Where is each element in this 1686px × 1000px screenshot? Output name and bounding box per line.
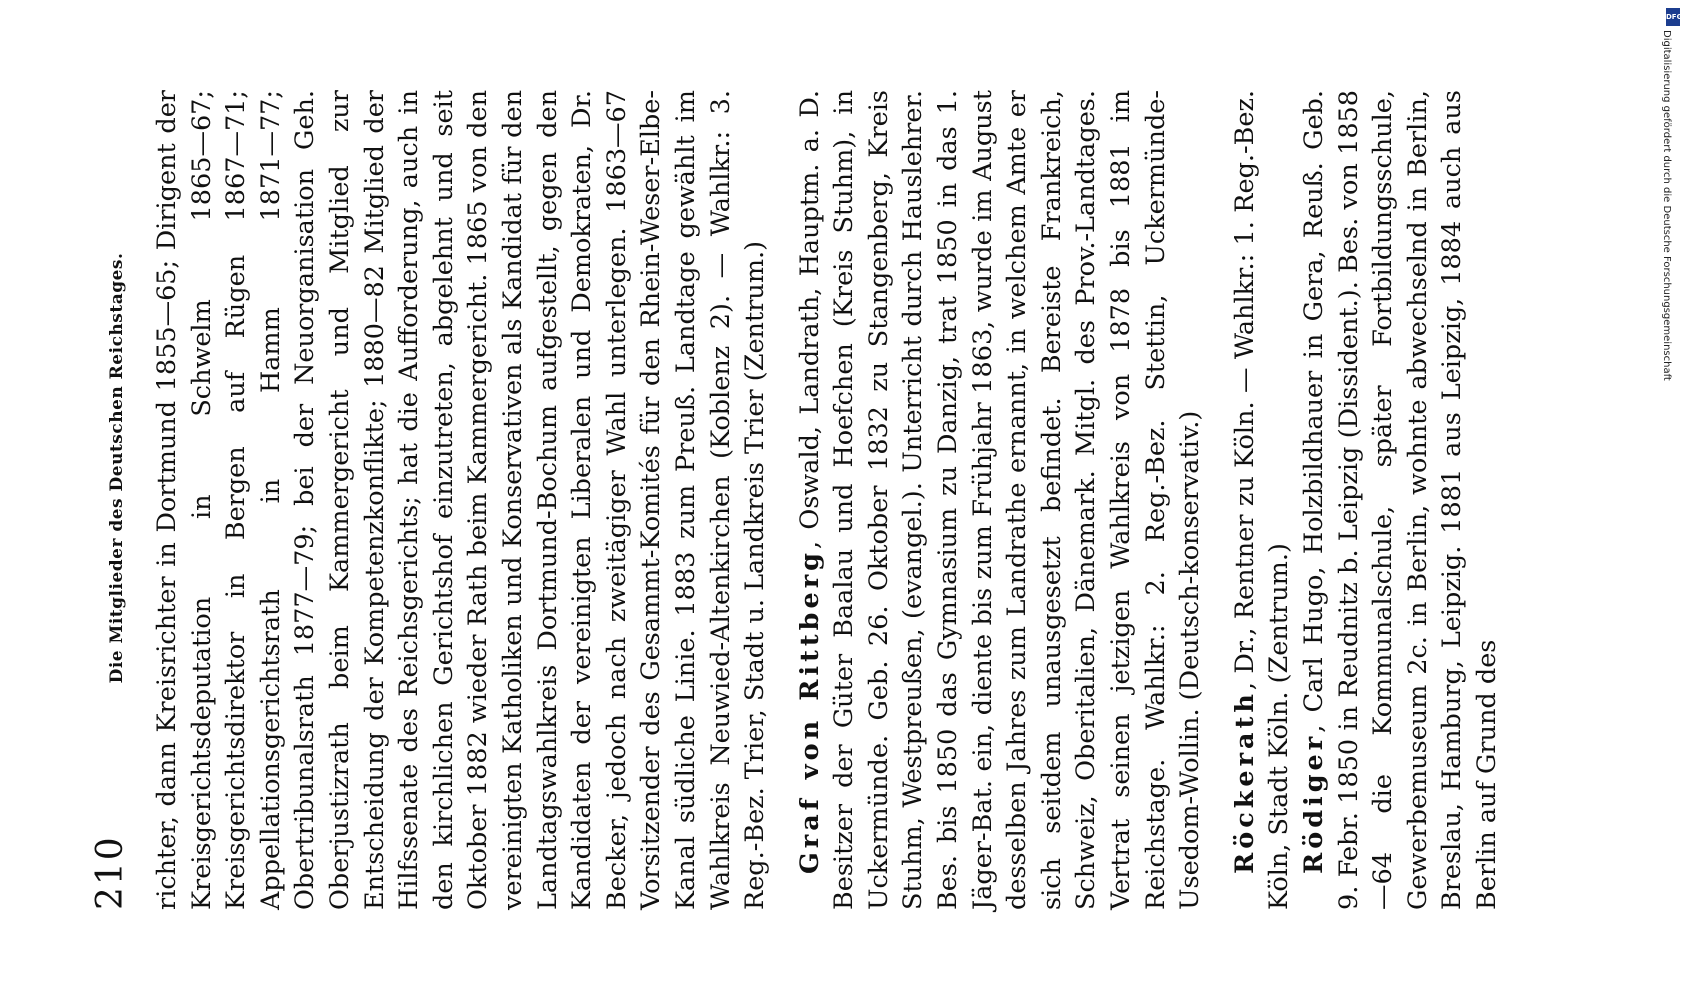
paragraph-continuation (150, 90, 773, 910)
entry-text: , Oswald, Landrath, Hauptm. a. D. Besitzer der Güter Baalau und Hoefchen (Kreis Stuhm), in Uckermünde. Geb. 26. Oktober 1832 zu Stangenberg, Kreis Stuhm, Westpreußen, (evangel.). Unterricht durch Hauslehrer. Bes. bis 1850 das Gymnasium zu Danzig, trat 1850 in das 1. Jäger-Bat. ein, diente bis zum Frühjahr 1863, wurde im August desselben Jahres zum Landrathe ernannt, in welchem Amte er sich seitdem unausgesetzt befindet. Bereiste Frankreich, Schweiz, Oberitalien, Dänemark. Mitgl. des Prov.-Landtages. Vertrat seinen jetzigen Wahlkreis von 1878 bis 1881 im Reichstage. Wahlkr.: 2. Reg.-Bez. Stettin, Uckermünde-Usedom-Wollin. (Deutsch-konservativ.) (794, 90, 1206, 910)
entry-rittberg (793, 90, 1208, 910)
entry-roediger (1297, 90, 1505, 910)
running-head (90, 90, 130, 910)
entry-name: Röckerath (1229, 690, 1260, 874)
entry-text: , Carl Hugo, Holzbildhauer in Gera, Reuß. Geb. 9. Febr. 1850 in Reudnitz b. Leipzig (Dissident.). Bes. von 1858—64 die Kommunalschule, später Fortbildungsschule, Gewerbemuseum 2c. in Berlin, wohnte abwechselnd in Berlin, Breslau, Hamburg, Leipzig. 1881 aus Leipzig, 1884 auch aus Berlin auf Grund des (1299, 90, 1502, 910)
header-title: Die Mitglieder des Deutschen Reichstages. (107, 252, 127, 684)
page-number: 210 (90, 835, 131, 910)
rotated-text-block (90, 90, 1505, 910)
entry-name: Graf von Rittberg (794, 549, 825, 874)
entry-roeckerath (1228, 90, 1297, 910)
digitization-credit: Digitalisierung gefördert durch die Deutsche Forschungsgemeinschaft (1661, 30, 1672, 381)
entry-name: Rödiger (1299, 732, 1329, 874)
entry-text: , Dr., Rentner zu Köln. — Wahlkr.: 1. Reg.-Bez. Köln, Stadt Köln. (Zentrum.) (1229, 90, 1295, 910)
paragraph-text: richter, dann Kreisrichter in Dortmund 1855—65; Dirigent der Kreisgerichtsdeputation in Schwelm 1865—67; Kreisgerichtsdirektor in Bergen auf Rügen 1867—71; Appellationsgerichtsrath in Hamm 1871—77; Obertribunalsrath 1877—79; bei der Neuorganisation Geh. Oberjustizrath beim Kammergericht und Mitglied zur Entscheidung der Kompetenzkonflikte; 1880—82 Mitglied der Hilfssenate des Reichsgerichts; hat die Aufforderung, auch in den kirchlichen Gerichtshof einzutreten, abgelehnt und seit Oktober 1882 wieder Rath beim Kammergericht. 1865 von den vereinigten Katholiken und Konservativen als Kandidat für den Landtagswahlkreis Dortmund-Bochum aufgestellt, gegen den Kandidaten der vereinigten Liberalen und Demokraten, Dr. Becker, jedoch nach zweitägiger Wahl unterlegen. 1863—67 Vorsitzender des Gesammt-Komités für den Rhein-Weser-Elbe-Kanal südliche Linie. 1883 zum Preuß. Landtage gewählt im Wahlkreis Neuwied-Altenkirchen (Koblenz 2). — Wahlkr.: 3. Reg.-Bez. Trier, Stadt u. Landkreis Trier (Zentrum.) (152, 90, 771, 910)
dfg-logo: DFG (1666, 8, 1680, 26)
